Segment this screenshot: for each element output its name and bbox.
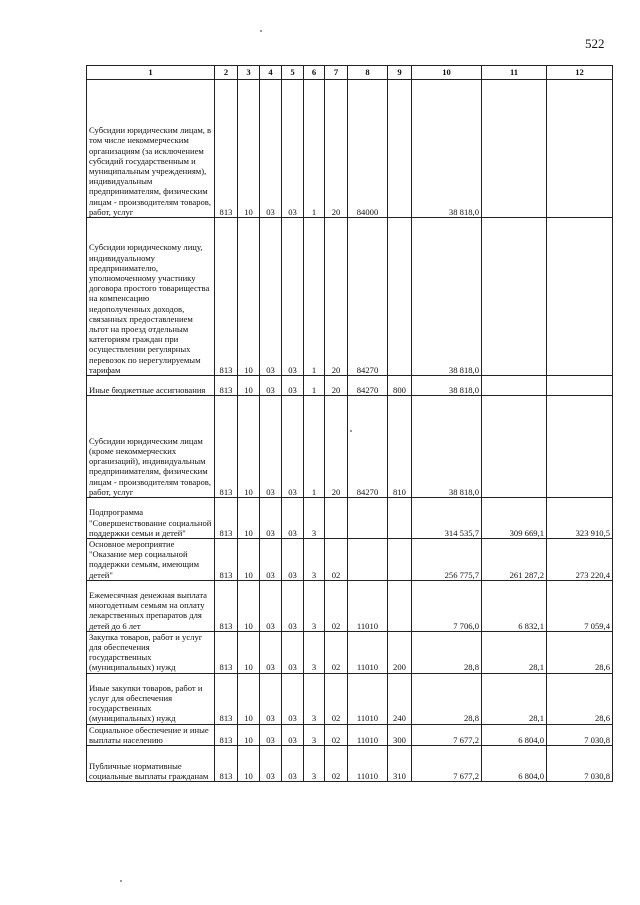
cell-col-9	[388, 218, 412, 376]
cell-col-4: 03	[260, 724, 282, 745]
header-row	[87, 66, 613, 80]
cell-col-11: 6 832,1	[482, 580, 547, 631]
cell-col-5: 03	[282, 539, 304, 581]
cell-col-9: 300	[388, 724, 412, 745]
cell-col-8: 11010	[348, 580, 388, 631]
table-row	[87, 376, 613, 396]
cell-col-11: 6 804,0	[482, 724, 547, 745]
budget-table	[86, 65, 613, 782]
row-description: Иные бюджетные ассигнования	[87, 376, 215, 396]
col-header: 6	[304, 66, 325, 80]
cell-col-5: 03	[282, 396, 304, 498]
cell-col-10: 38 818,0	[412, 218, 482, 376]
cell-col-8: 84000	[348, 80, 388, 218]
cell-col-3: 10	[238, 396, 260, 498]
cell-col-8	[348, 539, 388, 581]
col-header: 3	[238, 66, 260, 80]
cell-col-7: 20	[325, 218, 348, 376]
cell-col-8: 11010	[348, 673, 388, 724]
cell-col-6: 1	[304, 396, 325, 498]
cell-col-9: 240	[388, 673, 412, 724]
cell-col-5: 03	[282, 80, 304, 218]
cell-col-6: 3	[304, 539, 325, 581]
cell-col-6: 3	[304, 498, 325, 539]
cell-col-2: 813	[215, 218, 238, 376]
col-header: 2	[215, 66, 238, 80]
table-row	[87, 724, 613, 745]
cell-col-5: 03	[282, 746, 304, 782]
cell-col-3: 10	[238, 631, 260, 673]
cell-col-4: 03	[260, 631, 282, 673]
cell-col-8: 11010	[348, 724, 388, 745]
table-row	[87, 218, 613, 376]
scan-speck	[120, 880, 122, 882]
cell-col-2: 813	[215, 396, 238, 498]
cell-col-4: 03	[260, 396, 282, 498]
cell-col-11	[482, 218, 547, 376]
cell-col-4: 03	[260, 376, 282, 396]
cell-col-2: 813	[215, 498, 238, 539]
col-header: 5	[282, 66, 304, 80]
col-header: 11	[482, 66, 547, 80]
table-row	[87, 746, 613, 782]
cell-col-9	[388, 80, 412, 218]
row-description: Иные закупки товаров, работ и услуг для обеспечения государственных (муниципальных) нужд	[87, 673, 215, 724]
cell-col-3: 10	[238, 376, 260, 396]
row-description: Субсидии юридическим лицам, в том числе некоммерческим организациям (за исключением субсидий государственным и муниципальным учреждениям), индивидуальным предпринимателям, физическим лицам - производителям товаров, работ, услуг	[87, 80, 215, 218]
table-row	[87, 631, 613, 673]
cell-col-11: 309 669,1	[482, 498, 547, 539]
page-number: 522	[585, 36, 605, 51]
cell-col-2: 813	[215, 539, 238, 581]
cell-col-9	[388, 498, 412, 539]
cell-col-7: 02	[325, 631, 348, 673]
cell-col-12: 28,6	[547, 631, 613, 673]
cell-col-7: 02	[325, 580, 348, 631]
cell-col-2: 813	[215, 673, 238, 724]
cell-col-9: 810	[388, 396, 412, 498]
cell-col-5: 03	[282, 498, 304, 539]
cell-col-12	[547, 218, 613, 376]
cell-col-6: 3	[304, 673, 325, 724]
scan-speck	[350, 430, 352, 432]
cell-col-5: 03	[282, 376, 304, 396]
cell-col-12: 28,6	[547, 673, 613, 724]
cell-col-7: 02	[325, 746, 348, 782]
cell-col-8: 11010	[348, 631, 388, 673]
cell-col-9: 310	[388, 746, 412, 782]
row-description: Субсидии юридическому лицу, индивидуальному предпринимателю, уполномоченному участнику договора простого товарищества на компенсацию недополученных доходов, связанных предоставлением льгот на проезд отдельным категориям граждан при осуществлении регулярных перевозок по нерегулируемым тарифам	[87, 218, 215, 376]
cell-col-10: 28,8	[412, 631, 482, 673]
cell-col-3: 10	[238, 746, 260, 782]
col-header: 7	[325, 66, 348, 80]
col-header: 4	[260, 66, 282, 80]
cell-col-8: 84270	[348, 376, 388, 396]
cell-col-4: 03	[260, 80, 282, 218]
cell-col-3: 10	[238, 498, 260, 539]
cell-col-7: 02	[325, 673, 348, 724]
cell-col-10: 7 677,2	[412, 746, 482, 782]
col-header: 9	[388, 66, 412, 80]
cell-col-7: 20	[325, 80, 348, 218]
cell-col-8: 11010	[348, 746, 388, 782]
table-row	[87, 80, 613, 218]
cell-col-3: 10	[238, 80, 260, 218]
cell-col-8: 84270	[348, 218, 388, 376]
cell-col-4: 03	[260, 746, 282, 782]
cell-col-9	[388, 580, 412, 631]
cell-col-12: 7 030,8	[547, 724, 613, 745]
cell-col-2: 813	[215, 580, 238, 631]
cell-col-5: 03	[282, 580, 304, 631]
row-description: Субсидии юридическим лицам (кроме некоммерческих организаций), индивидуальным предпринимателям, физическим лицам - производителям товаров, работ, услуг	[87, 396, 215, 498]
cell-col-7: 20	[325, 396, 348, 498]
table-row	[87, 498, 613, 539]
cell-col-11: 28,1	[482, 673, 547, 724]
table-row	[87, 539, 613, 581]
cell-col-2: 813	[215, 724, 238, 745]
cell-col-12: 7 059,4	[547, 580, 613, 631]
cell-col-7: 20	[325, 376, 348, 396]
cell-col-12	[547, 396, 613, 498]
cell-col-3: 10	[238, 580, 260, 631]
table-row	[87, 580, 613, 631]
cell-col-6: 3	[304, 631, 325, 673]
table-row	[87, 396, 613, 498]
cell-col-6: 1	[304, 80, 325, 218]
table-row	[87, 673, 613, 724]
cell-col-2: 813	[215, 376, 238, 396]
cell-col-12: 273 220,4	[547, 539, 613, 581]
cell-col-5: 03	[282, 724, 304, 745]
cell-col-2: 813	[215, 631, 238, 673]
cell-col-11	[482, 376, 547, 396]
cell-col-5: 03	[282, 631, 304, 673]
cell-col-3: 10	[238, 539, 260, 581]
cell-col-4: 03	[260, 673, 282, 724]
col-header: 10	[412, 66, 482, 80]
cell-col-6: 1	[304, 218, 325, 376]
cell-col-12: 323 910,5	[547, 498, 613, 539]
scan-speck	[260, 30, 262, 32]
cell-col-10: 7 677,2	[412, 724, 482, 745]
row-description: Закупка товаров, работ и услуг для обеспечения государственных (муниципальных) нужд	[87, 631, 215, 673]
cell-col-5: 03	[282, 218, 304, 376]
cell-col-7: 02	[325, 724, 348, 745]
cell-col-10: 7 706,0	[412, 580, 482, 631]
cell-col-6: 3	[304, 724, 325, 745]
cell-col-10: 256 775,7	[412, 539, 482, 581]
cell-col-10: 314 535,7	[412, 498, 482, 539]
cell-col-6: 3	[304, 746, 325, 782]
cell-col-6: 3	[304, 580, 325, 631]
row-description: Ежемесячная денежная выплата многодетным семьям на оплату лекарственных препаратов для детей до 6 лет	[87, 580, 215, 631]
cell-col-6: 1	[304, 376, 325, 396]
cell-col-10: 28,8	[412, 673, 482, 724]
cell-col-5: 03	[282, 673, 304, 724]
cell-col-2: 813	[215, 746, 238, 782]
col-header: 1	[87, 66, 215, 80]
cell-col-3: 10	[238, 673, 260, 724]
cell-col-10: 38 818,0	[412, 80, 482, 218]
cell-col-9	[388, 539, 412, 581]
row-description: Публичные нормативные социальные выплаты гражданам	[87, 746, 215, 782]
cell-col-4: 03	[260, 498, 282, 539]
cell-col-4: 03	[260, 539, 282, 581]
cell-col-12	[547, 80, 613, 218]
cell-col-9: 800	[388, 376, 412, 396]
cell-col-10: 38 818,0	[412, 396, 482, 498]
cell-col-3: 10	[238, 218, 260, 376]
cell-col-9: 200	[388, 631, 412, 673]
row-description: Социальное обеспечение и иные выплаты населению	[87, 724, 215, 745]
col-header: 8	[348, 66, 388, 80]
cell-col-11	[482, 80, 547, 218]
cell-col-11: 6 804,0	[482, 746, 547, 782]
cell-col-10: 38 818,0	[412, 376, 482, 396]
cell-col-8: 84270	[348, 396, 388, 498]
col-header: 12	[547, 66, 613, 80]
cell-col-4: 03	[260, 580, 282, 631]
cell-col-11: 261 287,2	[482, 539, 547, 581]
cell-col-2: 813	[215, 80, 238, 218]
cell-col-12	[547, 376, 613, 396]
cell-col-12: 7 030,8	[547, 746, 613, 782]
row-description: Основное мероприятие "Оказание мер социальной поддержки семьям, имеющим детей"	[87, 539, 215, 581]
cell-col-3: 10	[238, 724, 260, 745]
cell-col-7: 02	[325, 539, 348, 581]
cell-col-8	[348, 498, 388, 539]
cell-col-7	[325, 498, 348, 539]
cell-col-4: 03	[260, 218, 282, 376]
cell-col-11: 28,1	[482, 631, 547, 673]
row-description: Подпрограмма "Совершенствование социальной поддержки семьи и детей"	[87, 498, 215, 539]
cell-col-11	[482, 396, 547, 498]
